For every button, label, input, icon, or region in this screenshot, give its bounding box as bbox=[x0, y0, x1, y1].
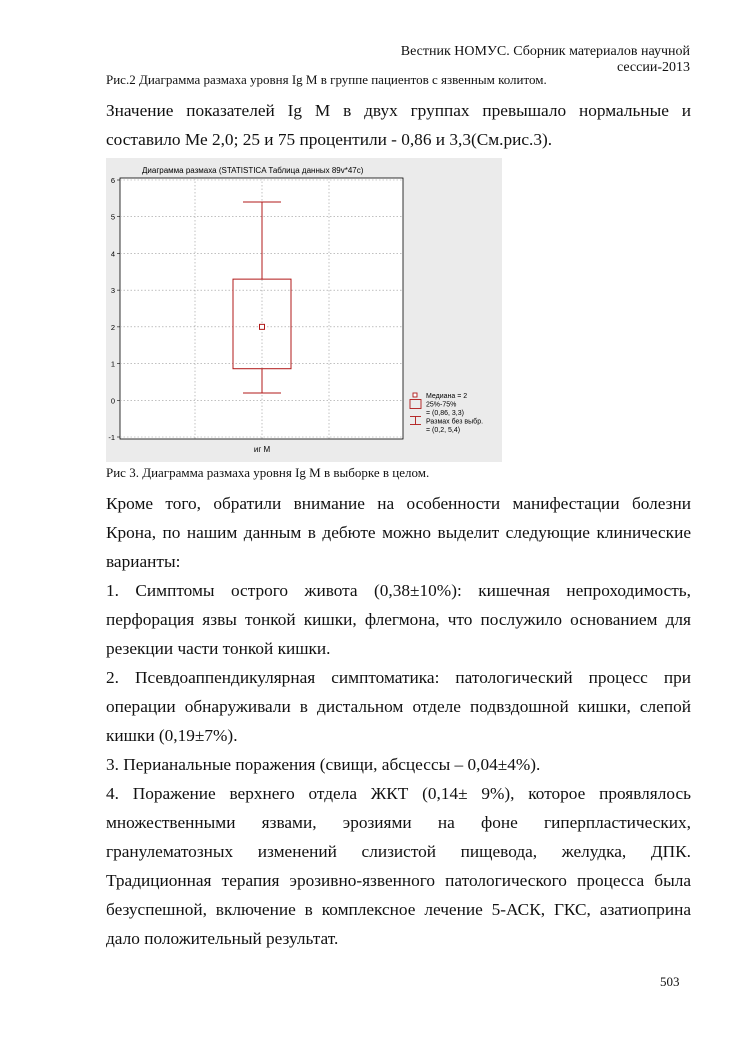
text-line: гранулематозных изменений слизистой пищевода, желудка, ДПК. bbox=[106, 842, 691, 861]
journal-header: Вестник НОМУС. Сборник материалов научной сессии-2013 bbox=[400, 44, 690, 75]
y-tick-label: -1 bbox=[108, 433, 115, 442]
text-line: Кроме того, обратили внимание на особенности манифестации болезни bbox=[106, 494, 691, 513]
text-line: резекции части тонкой кишки. bbox=[106, 639, 331, 658]
paragraph-crohn-variants bbox=[106, 489, 691, 953]
text-line: Традиционная терапия эрозивно-язвенного патологического процесса была bbox=[106, 871, 691, 890]
y-tick-label: 4 bbox=[110, 249, 115, 259]
median-marker bbox=[260, 324, 265, 329]
text-line: 3. Перианальные поражения (свищи, абсцессы – 0,04±4%). bbox=[106, 755, 541, 774]
legend-median-symbol bbox=[413, 393, 417, 397]
legend-entry-text: = (0,2, 5,4) bbox=[426, 427, 461, 434]
text-line: 1. Симптомы острого живота (0,38±10%): кишечная непроходимость, bbox=[106, 581, 691, 600]
y-tick-label: 0 bbox=[110, 396, 115, 406]
y-tick-label: 5 bbox=[110, 212, 115, 222]
y-tick-label: 1 bbox=[110, 359, 115, 369]
y-tick-label: 2 bbox=[110, 322, 115, 332]
text-line: Значение показателей Ig M в двух группах превышало нормальные и bbox=[106, 101, 691, 120]
page-number: 503 bbox=[660, 974, 680, 989]
figure-2-caption: Рис.2 Диаграмма размаха уровня Ig M в группе пациентов с язвенным колитом. bbox=[106, 72, 547, 87]
legend-entry-text: Размах без выбр. bbox=[426, 418, 484, 426]
y-tick-label: 6 bbox=[110, 176, 115, 185]
text-line: Крона, по нашим данным в дебюте можно выделит следующие клинические bbox=[106, 523, 691, 542]
text-line: операции обнаруживали в дистальном отделе подвздошной кишки, слепой bbox=[106, 697, 691, 716]
text-line: 2. Псевдоаппендикулярная симптоматика: патологический процесс при bbox=[106, 668, 691, 687]
text-line: 4. Поражение верхнего отдела ЖКТ (0,14± 9%), которое проявлялось bbox=[106, 784, 691, 803]
text-line: дало положительный результат. bbox=[106, 929, 339, 948]
text-line: кишки (0,19±7%). bbox=[106, 726, 238, 745]
legend-entry-text: = (0,86, 3,3) bbox=[426, 410, 464, 417]
figure-3-caption: Рис 3. Диаграмма размаха уровня Ig M в выборке в целом. bbox=[106, 465, 430, 480]
x-category-label: иг М bbox=[253, 445, 271, 454]
chart-title: Диаграмма размаха (STATISTICA Таблица данных 89v*47c) bbox=[142, 166, 364, 175]
text-line: безуспешной, включение в комплексное лечение 5-АСК, ГКС, азатиоприна bbox=[106, 900, 691, 919]
legend-entry-text: 25%-75% bbox=[426, 401, 457, 409]
text-line: множественными язвами, эрозиями на фоне гиперпластических, bbox=[106, 813, 691, 832]
box-plot-chart bbox=[106, 158, 502, 462]
y-tick-label: 3 bbox=[110, 286, 115, 296]
text-line: варианты: bbox=[106, 552, 181, 571]
legend-entry-text: Медиана = 2 bbox=[426, 393, 468, 400]
text-line: составило Ме 2,0; 25 и 75 процентили - 0,86 и 3,3(См.рис.3). bbox=[106, 130, 553, 149]
text-line: перфорация язвы тонкой кишки, флегмона, что послужило основанием для bbox=[106, 610, 691, 629]
paragraph-ig-m-values bbox=[106, 96, 691, 154]
